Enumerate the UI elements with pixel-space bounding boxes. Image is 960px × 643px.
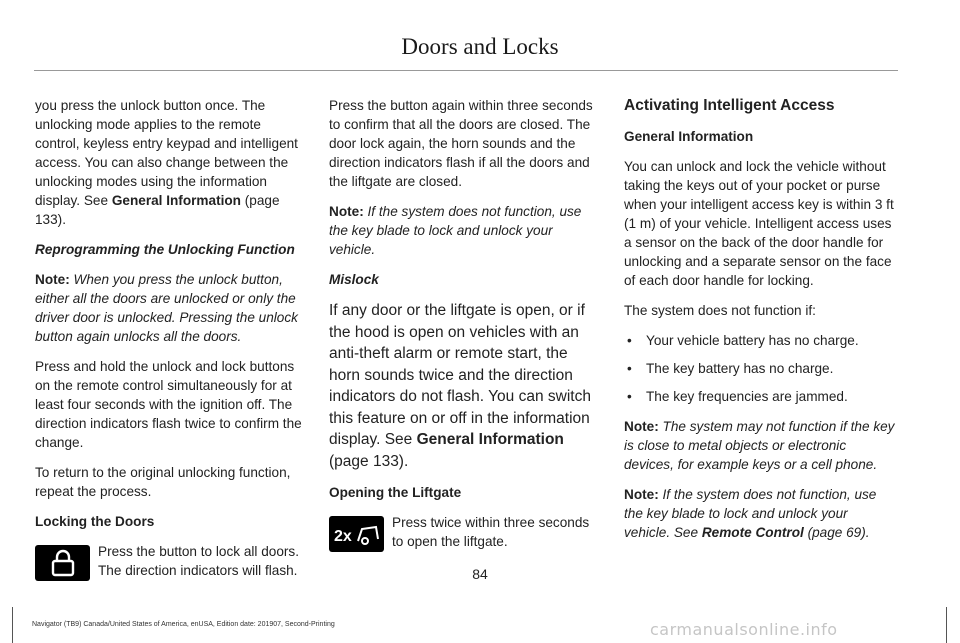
note-remote-control: Note: If the system does not function, use the key blade to lock and unlock your vehicle. See Remote Control (page 69). [624,487,877,540]
note-metal-objects: Note: The system may not function if the key is close to metal objects or electronic devices, for example keys or a cell phone. [624,419,895,472]
page-number: 84 [472,566,488,582]
lock-instruction-text: Press the button to lock all doors. The direction indicators will flash. [98,544,299,578]
liftgate-instruction-text: Press twice within three seconds to open the liftgate. [392,515,590,549]
system-not-function-paragraph: The system does not function if: [624,303,816,318]
watermark: carmanualsonline.info [650,620,838,639]
intelligent-access-paragraph: You can unlock and lock the vehicle without taking the keys out of your pocket or purse when your intelligent access key is within 3 ft (1 m) of your vehicle. Intelligent access uses a sensor on the back of the door handle for unlocking and a separate sensor on the face of each door handle for locking. [624,159,894,288]
note-label: Note: [35,272,70,287]
general-information-link[interactable]: General Information [416,431,564,448]
column-3 [624,96,896,553]
intro-paragraph: you press the unlock button once. The unlocking mode applies to the remote control, keyless entry keypad and intelligent access. You can also change between the unlocking modes using the information display. See General Information (page 133). [35,98,298,227]
liftgate-icon-label: 2x [333,528,352,545]
list-item: • The key frequencies are jammed. [624,387,896,406]
liftgate-icon [329,516,384,552]
note-label: Note: [624,487,659,502]
general-information-link[interactable]: General Information [111,193,241,208]
note-key-blade: Note: If the system does not function, use the key blade to lock and unlock your vehicle. [329,204,582,257]
note-label: Note: [329,204,364,219]
note-label: Note: [624,419,659,434]
column-1 [35,96,307,592]
heading-locking-doors: Locking the Doors [35,514,155,529]
footer-text: Navigator (TB9) Canada/United States of America, enUSA, Edition date: 201907, Second-Printing [32,621,335,628]
column-2 [329,96,601,563]
remote-control-link[interactable]: Remote Control [701,525,804,540]
crop-mark-right [946,607,947,643]
header-divider [34,70,898,71]
note-reprogramming: Note: When you press the unlock button, either all the doors are unlocked or only the driver door is unlocked. Pressing the unlock button again unlocks all the doors. [35,272,298,344]
section-heading-mislock: Mislock [329,272,379,287]
list-item: • The key battery has no charge. [624,359,896,378]
section-heading-reprogramming: Reprogramming the Unlocking Function [35,242,295,257]
heading-general-information: General Information [624,129,754,144]
bullet-list [624,331,896,406]
return-paragraph: To return to the original unlocking function, repeat the process. [35,465,291,499]
reprogramming-paragraph: Press and hold the unlock and lock buttons on the remote control simultaneously for at least four seconds with the ignition off. The direction indicators flash twice to confirm the change. [35,359,302,450]
mislock-paragraph: If any door or the liftgate is open, or if the hood is open on vehicles with an anti-theft alarm or remote start, the horn sounds twice and the direction indicators do not flash. You can switch this feature on or off in the information display. See General Information (page 133). [329,302,591,470]
liftgate-instruction [329,513,601,552]
page-title: Doors and Locks [401,34,559,59]
crop-mark-left [12,607,13,643]
heading-activating-intelligent-access: Activating Intelligent Access [624,97,835,114]
list-item: • Your vehicle battery has no charge. [624,331,896,350]
confirm-paragraph: Press the button again within three seconds to confirm that all the doors are closed. The door lock again, the horn sounds and the direction indicators flash if all the doors and the liftgate are closed. [329,98,593,189]
heading-opening-liftgate: Opening the Liftgate [329,485,462,500]
